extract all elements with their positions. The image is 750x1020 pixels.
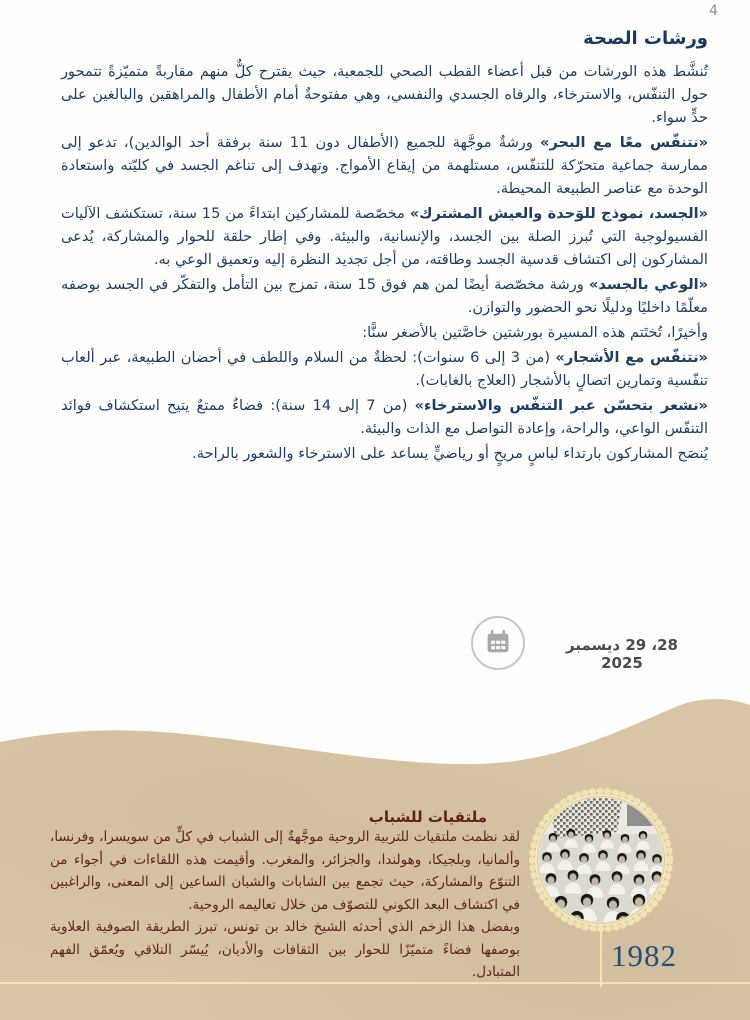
workshop-paragraph: «نتنفّس مع الأشجار» (من 3 إلى 6 سنوات): لحظةٌ من السلام واللطف في أحضان الطبيعة، عبر ألعاب تنفّسية وتمارين اتصالٍ بالأشجار (العلاج بالغابات).: [61, 349, 708, 389]
workshop-paragraph: «الوعي بالجسد» ورشة مخصّصة أيضًا لمن هم فوق 15 سنة، تمزج بين التأمل والتفكّر في الجسد بوصفه معلّمًا داخليًا ودليلًا نحو الحضور والتوازن.: [61, 276, 709, 316]
event-date: 28، 29 ديسمبر 2025: [566, 636, 678, 672]
youth-paragraph: لقد نظمت ملتقيات للتربية الروحية موجَّهةٌ إلى الشباب في كلٍّ من سويسرا، وفرنسا، وألمانيا، وبلجيكا، وهولندا، والجزائر، والمغرب. وأقيمت هذه اللقاءات في أجواء من التنوّع والمشاركة، حيث تجمع بين الشابات والشبان الساعين إلى المعنى، والراغبين في اكتشاف البعد الكوني للتصوّف من خلال تعاليمه الروحية.: [50, 829, 520, 913]
timeline-connector-line: [600, 927, 602, 987]
health-workshops-title: ورشات الصحة: [583, 28, 708, 49]
youth-meetings-body: [50, 826, 520, 984]
youth-meetings-title: ملتقيات للشباب: [368, 808, 487, 826]
timeline-line: [0, 982, 750, 984]
youth-paragraph: وبفضل هذا الزخم الذي أحدثه الشيخ خالد بن تونس، تبرز الطريقة الصوفية العلاوية بوصفها فضاءً متميّزًا للحوار بين الثقافات والأديان، يُيسّر التلاقي ويُعمّق الفهم المتبادل.: [50, 919, 520, 980]
timeline-year: 1982: [611, 938, 677, 973]
workshop-paragraph: «نتنفّس معًا مع البحر» ورشةٌ موجَّهة للجميع (الأطفال دون 11 سنة برفقة أحد الوالدين)، تدعو إلى ممارسة جماعية متحرّكة للتنفّس، مستلهمة من إيقاع الأمواج. وتهدف إلى تناغم الجسد في كليّته واستعادة الوحدة مع عناصر الطبيعة المحيطة.: [61, 134, 708, 197]
health-workshops-body: [61, 60, 708, 467]
page-number: 4: [709, 3, 718, 19]
workshop-paragraph: «نشعر بتحسّن عبر التنفّس والاسترخاء» (من 7 إلى 14 سنة): فضاءٌ ممتعٌ يتيح استكشاف فوائد التنفّس الواعي، والراحة، وإعادة التواصل مع الذات والبيئة.: [61, 397, 708, 437]
calendar-icon: [471, 616, 525, 670]
workshop-paragraph: وأخيرًا، تُختَتم هذه المسيرة بورشتين خاصَّتين بالأصغر سنًّا:: [362, 324, 708, 341]
workshop-paragraph: تُنشَّط هذه الورشات من قبل أعضاء القطب الصحي للجمعية، حيث يقترح كلٌّ منهم مقاربةً متميّزةً تتمحور حول التنفّس، والاسترخاء، والرفاه الجسدي والنفسي، وهي مفتوحةٌ أمام الأطفال والمراهقين والبالغين على حدٍّ سواء.: [61, 63, 708, 126]
workshop-paragraph: «الجسد، نموذج للوَحدة والعيش المشترك» مخصّصة للمشاركين ابتداءً من 15 سنة، تستكشف الآليات الفسيولوجية التي تُبرز الصلة بين الجسد، والإنسانية، والبيئة. وفي إطار حلقة للحوار والمشاركة، يُدعى المشاركون إلى اكتشاف قدسية الجسد وطاقته، من أجل تجديد النظرة إليه وتعميق الوعي به.: [61, 205, 709, 268]
workshop-paragraph: يُنصَح المشاركون بارتداء لباسٍ مريحٍ أو رياضيٍّ يساعد على الاسترخاء والشعور بالراحة.: [192, 445, 708, 462]
group-photo-1982: [527, 786, 675, 934]
youth-meetings-section: [0, 695, 750, 1020]
